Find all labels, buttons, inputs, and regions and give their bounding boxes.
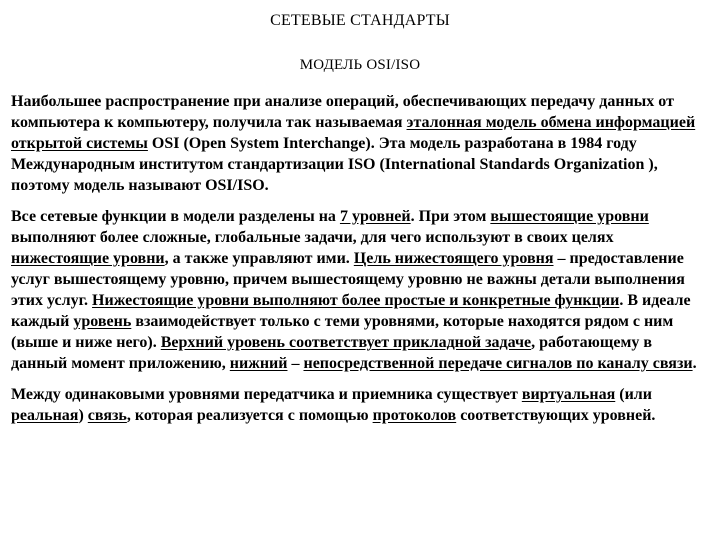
- p1-underline-1: эталонная модель обмена информацией открытой системы: [11, 114, 696, 152]
- p3-text-1: Между одинаковыми уровнями передатчика и приемника существует: [11, 386, 522, 403]
- p3-text-4: , которая реализуется с помощью: [126, 407, 373, 424]
- p3-underline-3: связь: [87, 407, 127, 424]
- body-text: [11, 91, 711, 436]
- p2-underline-1: 7 уровней: [339, 208, 411, 225]
- p2-text-9: –: [287, 355, 304, 372]
- p2-underline-6: уровень: [73, 313, 132, 330]
- p2-underline-7: Верхний уровень соответствует прикладной задаче: [160, 334, 532, 351]
- paragraph-1: [11, 91, 711, 196]
- p2-text-7: взаимодействует только с теми уровнями, которые находятся рядом с ним (выше и ниже него).: [11, 313, 674, 351]
- p3-underline-2: реальная: [11, 407, 79, 424]
- paragraph-3: [11, 384, 711, 426]
- p2-underline-8: нижний: [229, 355, 288, 372]
- p1-text-1: Наибольшее распространение при анализе операций, обеспечивающих передачу данных от компьютера к компьютеру, получила так называемая: [11, 93, 674, 131]
- p2-text-10: .: [692, 355, 697, 372]
- p2-underline-9: непосредственной передаче сигналов по каналу связи: [303, 355, 693, 372]
- p2-text-6: . В идеале каждый: [11, 292, 691, 330]
- p2-underline-5: Нижестоящие уровни выполняют более простые и конкретные функции: [92, 292, 620, 309]
- p2-text-2: . При этом: [410, 208, 491, 225]
- p2-text-5: – предоставление услуг вышестоящему уровню, причем вышестоящему уровню не важны детали выполнения этих услуг.: [11, 250, 685, 309]
- p2-underline-3: нижестоящие уровни: [11, 250, 165, 267]
- p3-underline-4: протоколов: [372, 407, 457, 424]
- p3-underline-1: виртуальная: [521, 386, 616, 403]
- p2-text-3: выполняют более сложные, глобальные задачи, для чего используют в своих целях: [11, 229, 614, 246]
- p2-text-8: , работающему в данный момент приложению,: [11, 334, 653, 372]
- p2-underline-4: Цель нижестоящего уровня: [353, 250, 554, 267]
- p3-text-3: ): [78, 407, 88, 424]
- p3-text-2: (или: [615, 386, 652, 403]
- page-subtitle: МОДЕЛЬ OSI/ISO: [299, 57, 421, 73]
- p2-text-4: , а также управляют ими.: [164, 250, 354, 267]
- p2-text-1: Все сетевые функции в модели разделены на: [11, 208, 340, 225]
- p1-text-2: OSI (Open System Interchange). Эта модель разработана в 1984 году Международным институтом стандартизации ISO (International Standards Organization ), поэтому модель называют OSI/ISO.: [11, 135, 658, 194]
- p3-text-5: соответствующих уровней.: [456, 407, 656, 424]
- paragraph-2: [11, 206, 711, 374]
- p2-underline-2: вышестоящие уровни: [490, 208, 649, 225]
- page-title: СЕТЕВЫЕ СТАНДАРТЫ: [270, 12, 450, 29]
